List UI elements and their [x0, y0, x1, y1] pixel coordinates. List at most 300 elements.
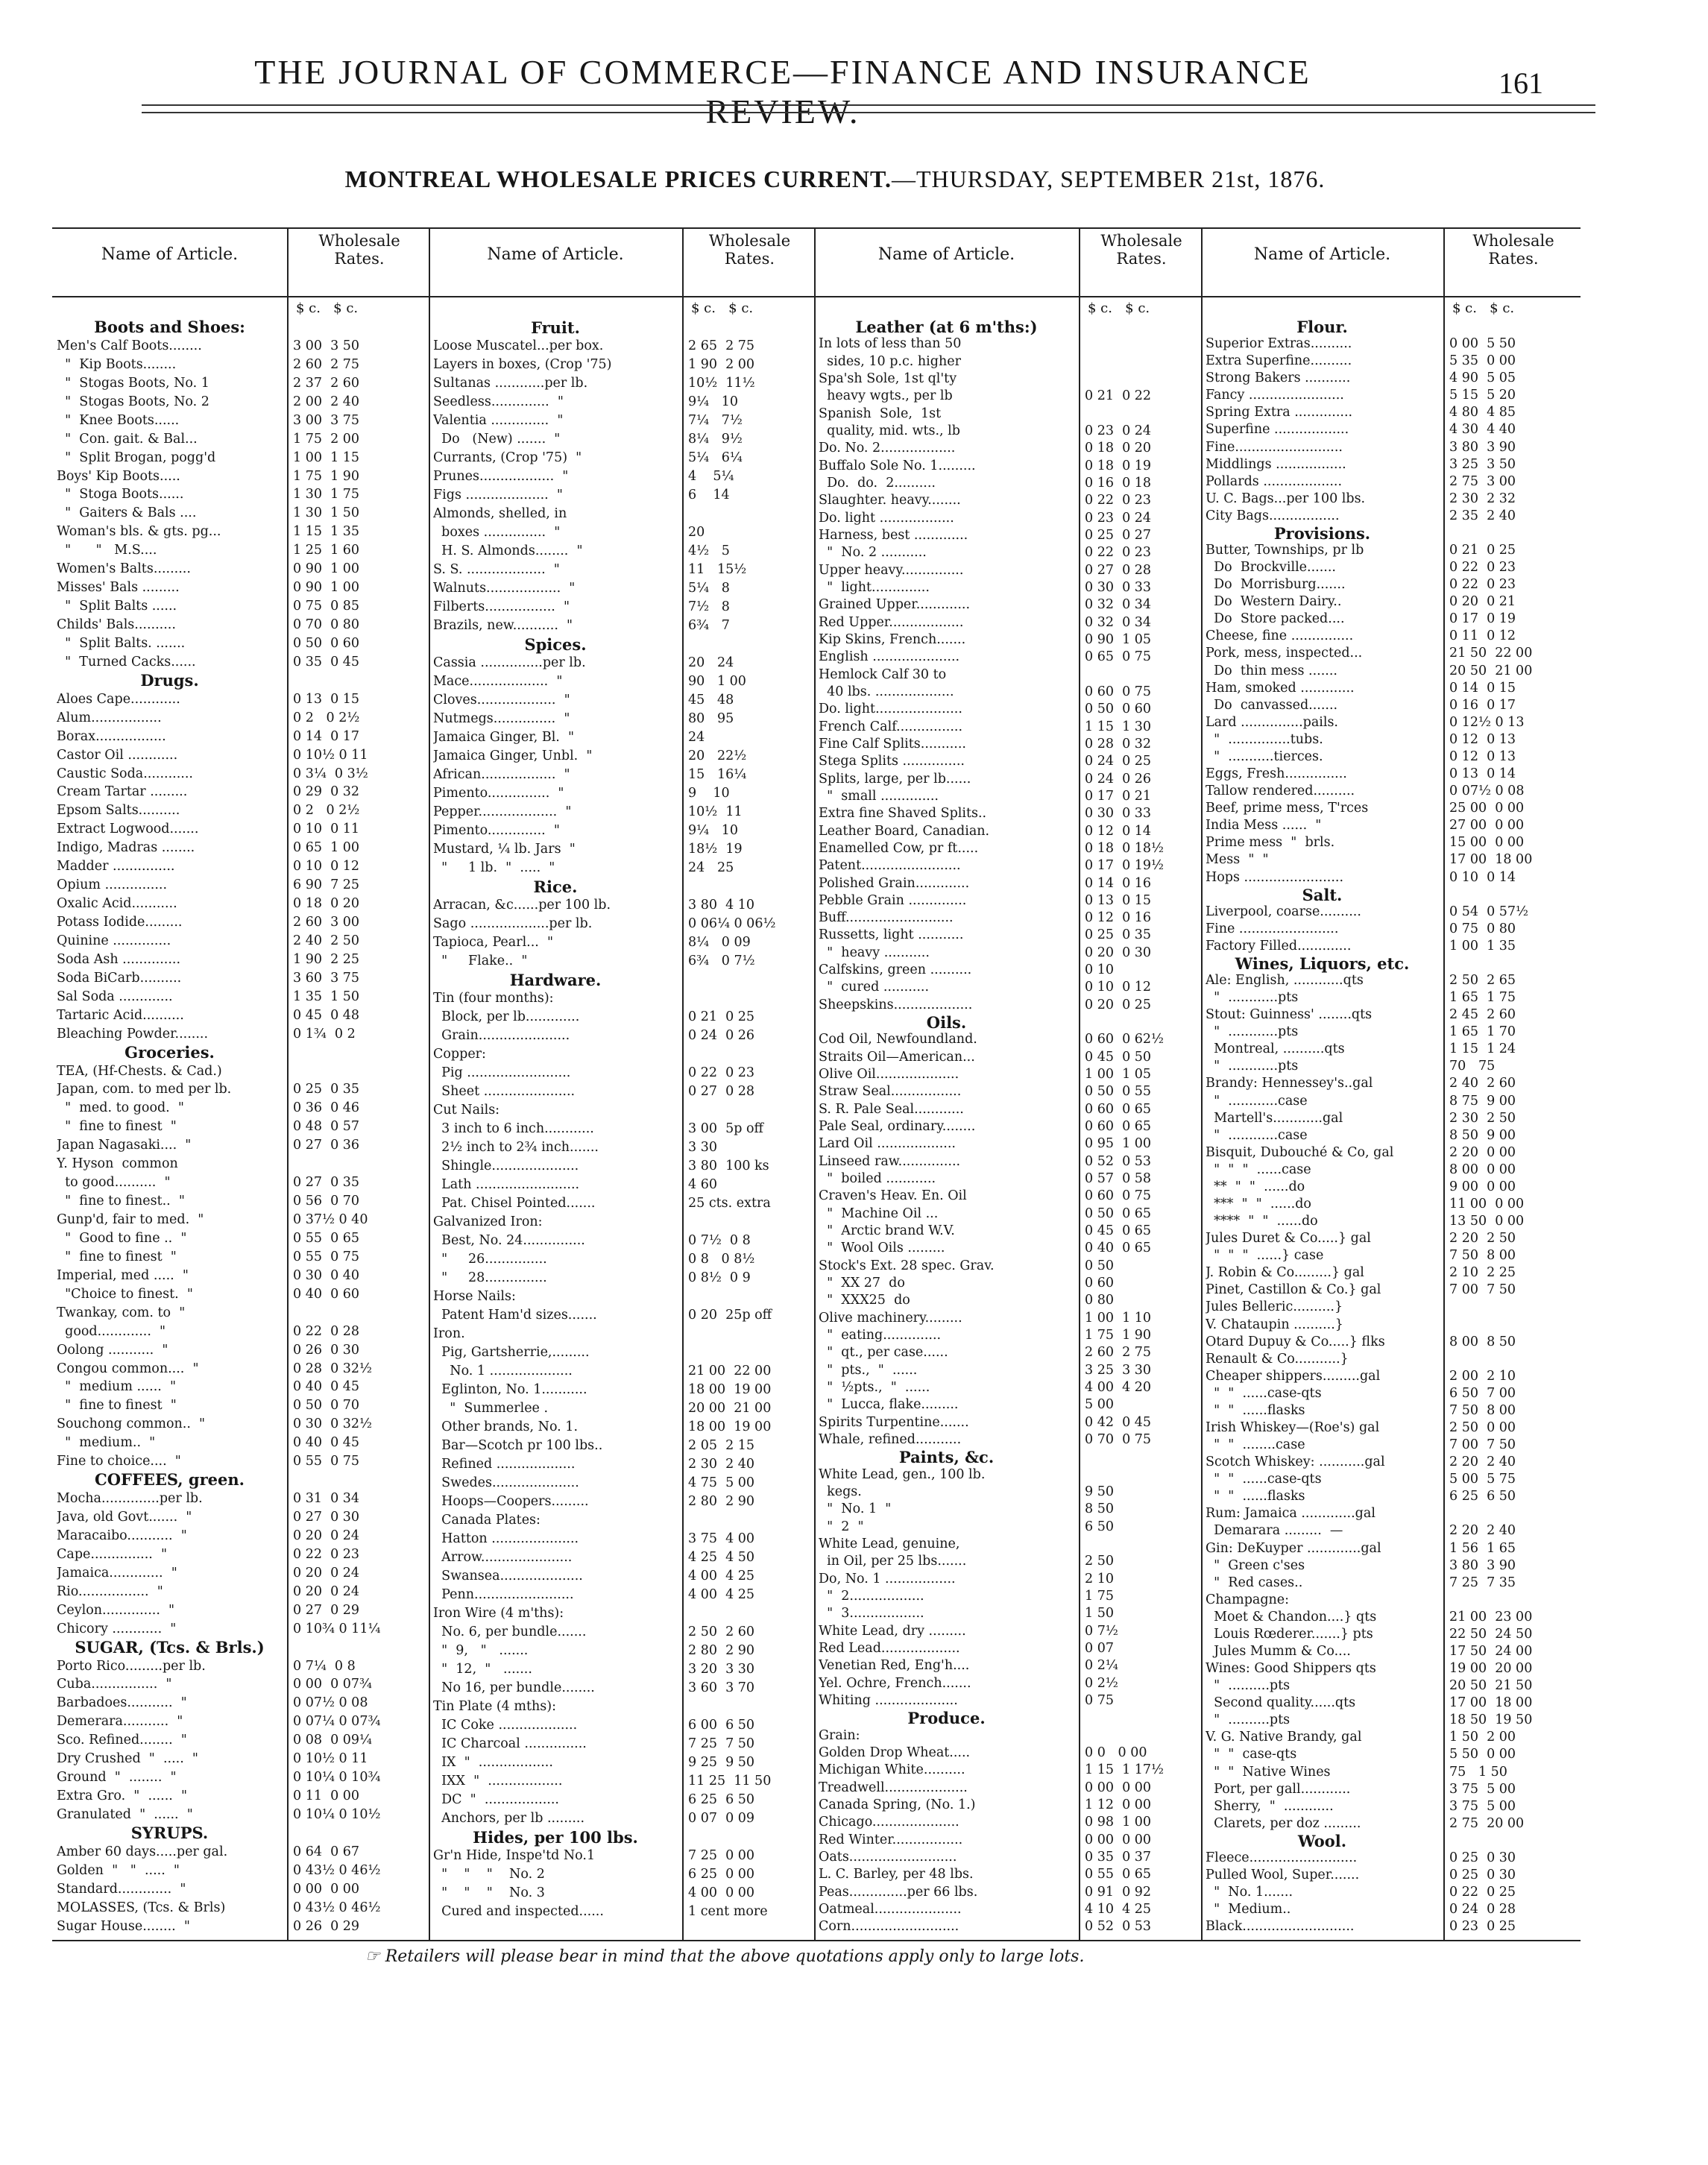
price-row	[429, 728, 814, 747]
article-name: Eggs, Fresh...............	[1206, 766, 1347, 782]
wholesale-rate: 3 75 4 00	[688, 1531, 755, 1546]
section-heading-text: SYRUPS.	[130, 1823, 209, 1842]
price-row	[429, 1679, 814, 1698]
wholesale-rate: 6¾ 0 7½	[688, 954, 755, 968]
price-row	[52, 1768, 429, 1787]
wholesale-rate: 0 20 0 21	[1449, 594, 1516, 610]
article-name: Souchong common.. "	[57, 1416, 206, 1432]
wholesale-rate: 0 21 0 25	[1449, 543, 1516, 558]
article-name: Spa'sh Sole, 1st ql'ty	[819, 371, 957, 386]
price-row	[429, 1809, 814, 1828]
wholesale-rate: 2 50 2 60	[688, 1624, 755, 1639]
article-name: Leather Board, Canadian.	[819, 823, 990, 839]
section-heading-text: Leather (at 6 m'ths:)	[855, 318, 1038, 336]
wholesale-rate: 0 40 0 45	[293, 1435, 360, 1451]
article-name: Cloves................... "	[433, 693, 570, 708]
article-name: Do, No. 1 .................	[819, 1571, 956, 1586]
article-name: Middlings .................	[1206, 456, 1346, 472]
article-name: " ½pts., " ......	[819, 1380, 930, 1396]
wholesale-rate: 4 00 4 25	[688, 1569, 755, 1583]
price-row	[429, 542, 814, 561]
article-name: V. Chataupin ..........}	[1206, 1317, 1343, 1332]
article-name: " fine to finest "	[57, 1119, 177, 1135]
price-row	[429, 896, 814, 915]
price-row	[52, 1118, 429, 1136]
price-row	[1201, 834, 1581, 851]
article-name: " ............pts	[1206, 1059, 1299, 1074]
article-name: Ham, smoked .............	[1206, 680, 1355, 696]
article-name: Pale Seal, ordinary........	[819, 1119, 976, 1135]
price-row	[814, 1258, 1201, 1275]
article-name: Second quality......qts	[1206, 1695, 1356, 1711]
article-name: heavy wgts., per lb	[819, 388, 953, 404]
section-heading	[814, 1449, 1201, 1466]
article-name: " Split Brogan, pogg'd	[57, 450, 216, 465]
article-name: " Split Balts. .......	[57, 635, 186, 651]
price-row	[814, 875, 1201, 892]
article-name: Valentia .............. "	[433, 413, 564, 428]
price-row	[814, 562, 1201, 579]
price-row	[1201, 1471, 1581, 1488]
price-row	[814, 962, 1201, 979]
price-row	[814, 614, 1201, 631]
article-name: " fine to finest "	[57, 1398, 177, 1414]
price-row	[1201, 439, 1581, 456]
article-name: " Knee Boots......	[57, 412, 180, 428]
article-name: TEA, (Hf-Chests. & Cad.)	[57, 1063, 222, 1079]
article-name: Extra Superfine..........	[1206, 353, 1352, 369]
wholesale-rate: 2 40 2 50	[293, 933, 360, 948]
price-row	[52, 449, 429, 467]
wholesale-rate: 2 60 2 75	[293, 356, 360, 372]
wholesale-rate: 6 25 0 00	[688, 1867, 755, 1882]
wholesale-rate: 8 75 9 00	[1449, 1093, 1516, 1109]
article-name: " Wool Oils .........	[819, 1241, 945, 1256]
article-name: Y. Hyson common	[57, 1156, 178, 1172]
article-name: Gunp'd, fair to med. "	[57, 1212, 204, 1227]
price-row	[1201, 851, 1581, 869]
price-row	[814, 1135, 1201, 1153]
article-name: Champagne:	[1206, 1592, 1290, 1607]
article-name: Chicory ............ "	[57, 1621, 177, 1636]
article-name: Porto Rico.........per lb.	[57, 1658, 206, 1674]
wholesale-rate: 4 30 4 40	[1449, 422, 1516, 438]
article-name: Men's Calf Boots........	[57, 338, 202, 353]
price-row	[52, 1917, 429, 1936]
page-number: 161	[1499, 66, 1543, 100]
article-name: Pork, mess, inspected...	[1206, 646, 1363, 661]
article-name: " 1 lb. " ..... "	[433, 860, 555, 875]
wholesale-rate: 0 24 0 26	[1085, 771, 1152, 787]
price-row	[814, 475, 1201, 492]
wholesale-rate: 5 50 0 00	[1449, 1747, 1516, 1762]
price-row	[52, 783, 429, 801]
article-name: Calfskins, green ..........	[819, 962, 972, 978]
wholesale-rate: 6 50	[1085, 1519, 1114, 1534]
article-name: Woman's bls. & gts. pg...	[57, 524, 221, 540]
price-row	[1201, 1144, 1581, 1162]
article-name: Lard ...............pails.	[1206, 714, 1338, 730]
wholesale-rate: 17 50 24 00	[1449, 1644, 1533, 1660]
article-name: S. R. Pale Seal............	[819, 1101, 964, 1117]
price-row	[429, 1660, 814, 1679]
article-name: Childs' Bals..........	[57, 617, 176, 632]
wholesale-rate: 0 91 0 92	[1085, 1884, 1152, 1900]
price-row	[52, 765, 429, 784]
price-row	[814, 1066, 1201, 1083]
wholesale-rate: 1 12 0 00	[1085, 1797, 1152, 1812]
article-name: Bleaching Powder........	[57, 1026, 209, 1041]
article-name: " ............case	[1206, 1127, 1308, 1143]
wholesale-rate: 0 40 0 45	[293, 1379, 360, 1395]
price-row	[52, 393, 429, 412]
wholesale-rate: 0 18 0 18½	[1085, 840, 1165, 856]
price-row	[429, 1548, 814, 1567]
article-name: Block, per lb.............	[433, 1009, 580, 1024]
price-row	[429, 1381, 814, 1399]
price-row	[1201, 559, 1581, 576]
wholesale-rate: 2 60 3 00	[293, 915, 360, 930]
column-body	[1201, 318, 1581, 1935]
wholesale-rate: 17 00 18 00	[1449, 852, 1533, 868]
article-name: White Lead, genuine,	[819, 1536, 960, 1551]
article-name: Opium ...............	[57, 877, 168, 893]
price-row	[52, 1323, 429, 1341]
price-row	[814, 1240, 1201, 1257]
wholesale-rate: 1 cent more	[688, 1904, 768, 1919]
price-row	[52, 1843, 429, 1862]
article-name: " eating..............	[819, 1328, 942, 1343]
wholesale-rate: 18 50 19 50	[1449, 1712, 1533, 1728]
section-heading	[429, 635, 814, 654]
wholesale-rate: 0 00 0 00	[1085, 1780, 1152, 1795]
wholesale-rate: 0 3¼ 0 3½	[293, 766, 368, 781]
article-name: Peas..............per 66 lbs.	[819, 1884, 978, 1900]
section-heading-text: Hardware.	[509, 971, 602, 989]
article-name: ** " " ......do	[1206, 1179, 1305, 1194]
article-name: Penn........................	[433, 1587, 574, 1602]
article-name: White Lead, gen., 100 lb.	[819, 1466, 986, 1482]
wholesale-rate: 0 27 0 29	[293, 1602, 360, 1618]
article-name: Grained Upper.............	[819, 597, 971, 613]
wholesale-rate: 0 12½ 0 13	[1449, 714, 1525, 730]
wholesale-rate: 5 00	[1085, 1397, 1114, 1413]
wholesale-rate: 9 00 0 00	[1449, 1179, 1516, 1194]
article-name: Congou common.... "	[57, 1361, 199, 1376]
wholesale-rate: 0 40 0 65	[1085, 1241, 1152, 1256]
article-name: Fine Calf Splits...........	[819, 736, 966, 751]
price-row	[52, 1731, 429, 1750]
price-row	[52, 1415, 429, 1434]
price-row	[814, 1049, 1201, 1066]
wholesale-rate: 0 35 0 45	[293, 654, 360, 669]
price-row	[1201, 1746, 1581, 1763]
article-name: " XX 27 do	[819, 1276, 905, 1291]
wholesale-rate: 0 50	[1085, 1258, 1114, 1273]
price-row	[429, 430, 814, 449]
wholesale-rate: 2 80 2 90	[688, 1494, 755, 1509]
price-row	[1201, 1660, 1581, 1677]
price-row	[1201, 1609, 1581, 1626]
wholesale-rate: 0 22 0 25	[1449, 1885, 1516, 1900]
price-row	[52, 374, 429, 393]
wholesale-rate: 4 80 4 85	[1449, 405, 1516, 420]
price-row	[1201, 370, 1581, 387]
wholesale-rate: 0 2 0 2½	[293, 710, 360, 725]
price-row	[1201, 593, 1581, 611]
price-row	[52, 1527, 429, 1545]
article-name: Do canvassed.......	[1206, 697, 1338, 713]
article-name: White Lead, dry .........	[819, 1623, 966, 1639]
wholesale-rate: 3 60 3 70	[688, 1680, 755, 1695]
price-row	[52, 1880, 429, 1899]
article-name: Fine..........................	[1206, 439, 1343, 455]
article-name: in Oil, per 25 lbs.......	[819, 1554, 967, 1569]
wholesale-rate: 0 06¼ 0 06½	[688, 916, 776, 931]
article-name: " 12, " .......	[433, 1662, 532, 1677]
price-row	[814, 1327, 1201, 1344]
wholesale-rate: 2 00 2 10	[1449, 1368, 1516, 1384]
section-heading	[814, 1709, 1201, 1727]
wholesale-rate: 17 00 18 00	[1449, 1695, 1533, 1711]
article-name: Eglinton, No. 1...........	[433, 1382, 587, 1397]
wholesale-rate: 1 75 1 90	[293, 468, 360, 484]
article-name: " Split Balts ......	[57, 599, 177, 614]
section-heading-text: Drugs.	[140, 670, 199, 690]
wholesale-rate: 0 27 0 35	[293, 1175, 360, 1191]
price-row	[1201, 921, 1581, 938]
price-row	[814, 1344, 1201, 1361]
article-name: Grain......................	[433, 1028, 570, 1043]
wholesale-rate: 0 8½ 0 9	[688, 1270, 751, 1285]
price-row	[429, 1120, 814, 1138]
article-name: India Mess ...... "	[1206, 818, 1322, 833]
price-row	[1201, 335, 1581, 353]
wholesale-rate: 0 11 0 00	[293, 1789, 360, 1804]
wholesale-rate: 0 23 0 24	[1085, 510, 1152, 526]
price-row	[814, 1780, 1201, 1797]
wholesale-rate: 2 50	[1085, 1554, 1114, 1569]
article-name: " " " ......} case	[1206, 1248, 1324, 1264]
wholesale-rate: 0 20 0 30	[1085, 945, 1152, 960]
price-row	[814, 1745, 1201, 1762]
article-name: Spanish Sole, 1st	[819, 406, 942, 421]
price-row	[52, 988, 429, 1006]
article-name: " No. 2 ...........	[819, 545, 927, 561]
article-name: Michigan White..........	[819, 1762, 965, 1778]
wholesale-rate: 80 95	[688, 711, 734, 726]
price-row	[52, 1396, 429, 1415]
wholesale-rate: 1 50	[1085, 1606, 1114, 1622]
wholesale-rate: 0 35 0 37	[1085, 1849, 1152, 1865]
wholesale-rate: 1 75	[1085, 1588, 1114, 1604]
price-row	[429, 1604, 814, 1623]
wholesale-rate: 2 20 2 50	[1449, 1231, 1516, 1247]
wholesale-rate: 3 25 3 30	[1085, 1362, 1152, 1378]
wholesale-rate: 0 10¾ 0 11¼	[293, 1621, 381, 1636]
price-row	[52, 857, 429, 876]
article-name: Swansea....................	[433, 1569, 583, 1583]
price-row	[1201, 1454, 1581, 1471]
price-row	[429, 486, 814, 505]
price-row	[52, 1267, 429, 1285]
wholesale-rate: 0 24 0 25	[1085, 754, 1152, 769]
wholesale-rate: 4½ 5	[688, 543, 730, 558]
price-row	[1201, 1127, 1581, 1144]
article-name: Stout: Guinness' ........qts	[1206, 1007, 1373, 1023]
article-name: sides, 10 p.c. higher	[819, 353, 961, 369]
article-name: " ............pts	[1206, 990, 1299, 1006]
wholesale-rate: 0 00 0 00	[293, 1881, 360, 1897]
wholesale-rate: 0 29 0 32	[293, 784, 360, 800]
article-name: Castor Oil ............	[57, 747, 178, 763]
article-name: Tin Plate (4 mths):	[433, 1699, 556, 1714]
article-name: DC " ..................	[433, 1792, 559, 1807]
price-row	[52, 1434, 429, 1452]
wholesale-rate: 0 25 0 30	[1449, 1850, 1516, 1865]
article-name: Rum: Jamaica .............gal	[1206, 1506, 1375, 1522]
wholesale-rate: 0 90 1 00	[293, 561, 360, 577]
article-name: Pinet, Castillon & Co.} gal	[1206, 1282, 1381, 1298]
section-heading	[52, 1044, 429, 1062]
article-name: Gr'n Hide, Inspe'td No.1	[433, 1848, 596, 1863]
article-name: " " ......flasks	[1206, 1402, 1305, 1418]
wholesale-rate: 4 00 4 20	[1085, 1380, 1152, 1396]
price-row	[1201, 576, 1581, 593]
price-row	[52, 895, 429, 913]
article-name: 2½ inch to 2¾ inch.......	[433, 1140, 599, 1155]
wholesale-rate: 0 12 0 16	[1085, 910, 1152, 926]
wholesale-rate: 2 65 2 75	[688, 338, 755, 353]
price-row	[429, 1399, 814, 1418]
wholesale-rate: 0 90 1 05	[1085, 631, 1152, 647]
article-name: Irish Whiskey—(Roe's) gal	[1206, 1420, 1380, 1435]
article-name: Red Lead...................	[819, 1640, 960, 1656]
price-row	[814, 596, 1201, 614]
wholesale-rate: 10½ 11½	[688, 376, 755, 391]
price-row	[814, 1379, 1201, 1396]
article-name: 40 lbs. ...................	[819, 684, 954, 699]
price-row	[1201, 1850, 1581, 1867]
price-row	[814, 1605, 1201, 1622]
wholesale-rate: 2 37 2 60	[293, 375, 360, 391]
wholesale-rate: 6 14	[688, 488, 730, 502]
price-row	[429, 1269, 814, 1288]
price-row	[429, 561, 814, 579]
article-name: Do Morrisburg.......	[1206, 577, 1346, 593]
article-name: Arrow......................	[433, 1550, 573, 1565]
wholesale-rate: 24 25	[688, 860, 734, 875]
article-name: Jamaica Ginger, Unbl. "	[433, 749, 593, 763]
wholesale-rate: 2 30 2 50	[1449, 1110, 1516, 1126]
article-name: H. S. Almonds........ "	[433, 543, 583, 558]
price-row	[814, 1292, 1201, 1309]
price-row	[429, 1623, 814, 1642]
price-row	[1201, 1006, 1581, 1024]
price-row	[814, 1431, 1201, 1449]
wholesale-rate: 0 55 0 75	[293, 1249, 360, 1264]
wholesale-rate: 9 50	[1085, 1484, 1114, 1499]
header-rule	[142, 112, 1595, 113]
article-name: " XXX25 do	[819, 1293, 910, 1308]
price-row	[1201, 1282, 1581, 1299]
price-column	[52, 229, 429, 1940]
wholesale-rate: 2 10 2 25	[1449, 1265, 1516, 1281]
article-name: quality, mid. wts., lb	[819, 423, 960, 438]
wholesale-rate: 5 00 5 75	[1449, 1472, 1516, 1487]
article-name: Straits Oil—American...	[819, 1049, 975, 1065]
article-name: Do Western Dairy..	[1206, 594, 1342, 610]
units-label: $ c. $ c.	[691, 300, 754, 316]
wholesale-rate: 5 35 0 00	[1449, 353, 1516, 369]
price-row	[52, 1862, 429, 1880]
article-name: Hops ........................	[1206, 869, 1344, 885]
article-name: " pts., " ......	[819, 1362, 918, 1378]
price-row	[429, 1157, 814, 1176]
price-row	[1201, 1729, 1581, 1746]
wholesale-rate: 0 24 0 26	[688, 1028, 755, 1043]
section-heading	[52, 1639, 429, 1657]
price-table	[52, 227, 1581, 1941]
wholesale-rate: 11 00 0 00	[1449, 1196, 1525, 1211]
price-row	[52, 1899, 429, 1917]
wholesale-rate: 0 17 0 21	[1085, 788, 1152, 804]
price-row	[429, 356, 814, 374]
section-heading	[1201, 318, 1581, 335]
article-name: Golden Drop Wheat.....	[819, 1745, 971, 1760]
article-name: " Good to fine .. "	[57, 1230, 187, 1246]
wholesale-rate: 2 20 2 40	[1449, 1455, 1516, 1470]
header-rates-label: Wholesale Rates.	[708, 232, 791, 268]
wholesale-rate: 0 20 0 24	[293, 1528, 360, 1543]
article-name: Liverpool, coarse..........	[1206, 904, 1361, 919]
price-row	[52, 1173, 429, 1192]
article-name: Tapioca, Pearl... "	[433, 935, 554, 950]
article-name: Do. light.....................	[819, 702, 962, 717]
article-name: Women's Balts.........	[57, 561, 191, 577]
units-label: $ c. $ c.	[1452, 300, 1515, 316]
wholesale-rate: 2 10	[1085, 1571, 1114, 1586]
wholesale-rate: 3 00 3 75	[293, 412, 360, 428]
article-name: Soda Ash ..............	[57, 951, 181, 967]
price-row	[52, 1620, 429, 1639]
wholesale-rate: 0 75 0 80	[1449, 921, 1516, 936]
wholesale-rate: 8¼ 0 09	[688, 935, 751, 950]
wholesale-rate: 0 55 0 75	[293, 1454, 360, 1469]
price-row	[52, 1583, 429, 1601]
article-name: Fine ........................	[1206, 921, 1339, 936]
article-name: " heavy ...........	[819, 945, 930, 960]
article-name: Brandy: Hennessey's..gal	[1206, 1076, 1373, 1091]
article-name: Granulated " ...... "	[57, 1807, 193, 1822]
article-name: " Green c'ses	[1206, 1557, 1305, 1573]
article-name: Wines: Good Shippers qts	[1206, 1661, 1376, 1677]
price-row	[814, 1918, 1201, 1935]
price-row	[1201, 1677, 1581, 1695]
price-row	[814, 1727, 1201, 1745]
price-row	[429, 1698, 814, 1716]
article-name: " Medium..	[1206, 1902, 1291, 1917]
wholesale-rate: 10½ 11	[688, 804, 743, 819]
price-row	[1201, 869, 1581, 886]
article-name: Cut Nails:	[433, 1103, 500, 1118]
wholesale-rate: 0 30 0 33	[1085, 579, 1152, 595]
article-name: Gin: DeKuyper .............gal	[1206, 1540, 1381, 1556]
header-rates-label: Wholesale Rates.	[1100, 232, 1182, 268]
wholesale-rate: 1 56 1 65	[1449, 1540, 1516, 1556]
article-name: " ............case	[1206, 1093, 1308, 1109]
price-row	[1201, 1798, 1581, 1815]
